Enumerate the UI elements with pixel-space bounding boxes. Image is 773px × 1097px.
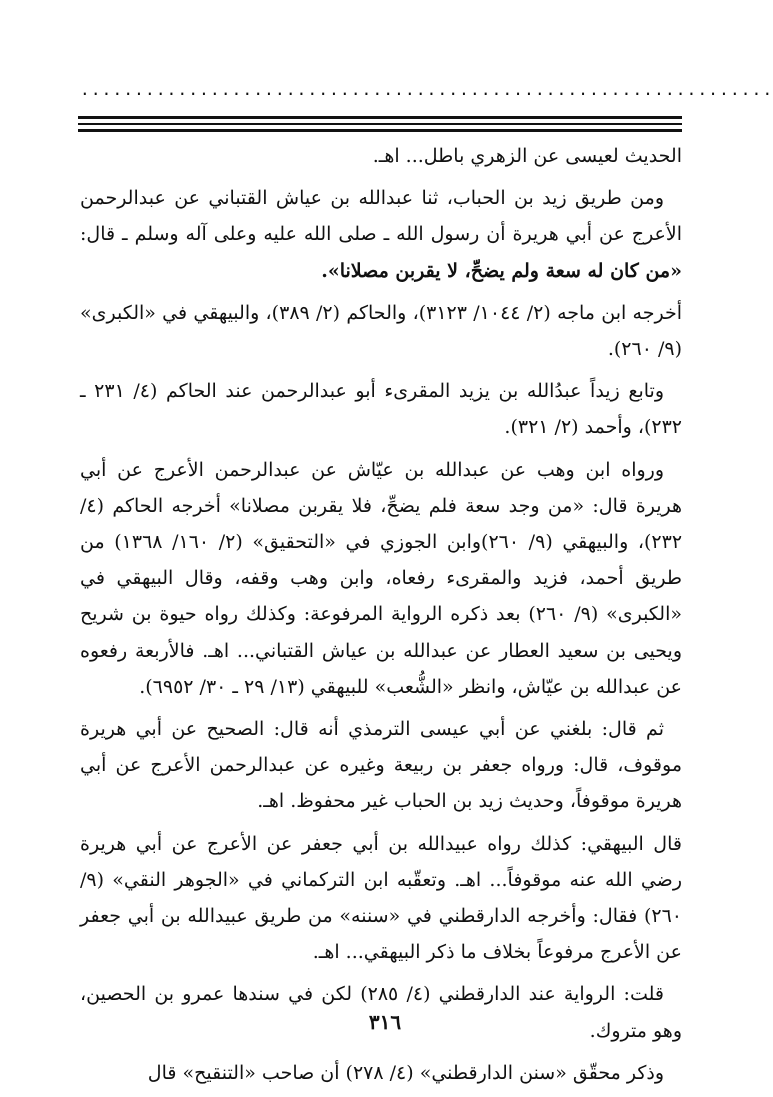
body-text [80,138,682,1097]
paragraph-8: قلت: الرواية عند الدارقطني (٤/ ٢٨٥) لكن في سندها عمرو بن الحصين، وهو متروك. [80,983,682,1042]
paragraph-5: ورواه ابن وهب عن عبدالله بن عيّاش عن عبدالرحمن الأعرج عن أبي هريرة قال: «من وجد سعة فلم يضحِّ، فلا يقربن مصلانا» أخرجه الحاكم (٤/ ٢٣٢)، والبيهقي (٩/ ٢٦٠)وابن الجوزي في «التحقيق» (٢/ ١٦٠/ ١٣٦٨) من طريق أحمد، فزيد والمقرىء رفعاه، وابن وهب وقفه، وقال البيهقي في «الكبرى» (٩/ ٢٦٠) بعد ذكره الرواية المرفوعة: وكذلك رواه حيوة بن شريح ويحيى بن سعيد العطار عن عبدالله بن عياش القتباني... اهـ. فالأربعة رفعوه عن عبدالله بن عيّاش، وانظر «الشُّعب» للبيهقي (١٣/ ٢٩ ـ ٣٠/ ٦٩٥٢). [80,458,683,698]
hadith-quote: «من كان له سعة ولم يضحِّ، لا يقربن مصلانا». [321,259,682,282]
header-rule-bottom [78,129,682,132]
paragraph-1: الحديث لعيسى عن الزهري باطل... اهـ. [372,145,682,167]
paragraph-4: وتابع زيداً عبدُالله بن يزيد المقرىء أبو عبدالرحمن عند الحاكم (٤/ ٢٣١ ـ ٢٣٢)، وأحمد (٢/ ٣٢١). [80,380,682,439]
header-rule-thick [78,116,682,119]
page-number: ٣١٦ [368,1010,402,1034]
paragraph-7: قال البيهقي: كذلك رواه عبيدالله بن أبي جعفر عن الأعرج عن أبي هريرة رضي الله عنه موقوفاً... اهـ. وتعقّبه ابن التركماني في «الجوهر النقي» (٩/ ٢٦٠) فقال: وأخرجه الدارقطني في «سننه» من طريق عبيدالله بن أبي جعفر عن الأعرج مرفوعاً بخلاف ما ذكر البيهقي... اهـ. [80,832,682,964]
paragraph-2: ومن طريق زيد بن الحباب، ثنا عبدالله بن عياش القتباني عن عبدالرحمن الأعرج عن أبي هريرة أن رسول الله ـ صلى الله عليه وعلى آله وسلم ـ قال: «من كان له سعة ولم يضحِّ، لا يقربن مصلانا». [80,187,682,282]
dotted-header-line: ................................................................ [80,80,773,99]
header-rule-thin [78,123,682,125]
paragraph-3: أخرجه ابن ماجه (٢/ ١٠٤٤/ ٣١٢٣)، والحاكم (٢/ ٣٨٩)، والبيهقي في «الكبرى» (٩/ ٢٦٠). [80,301,682,361]
paragraph-6: ثم قال: بلغني عن أبي عيسى الترمذي أنه قال: الصحيح عن أبي هريرة موقوف، قال: ورواه جعفر بن ربيعة وغيره عن عبدالرحمن الأعرج عن أبي هريرة موقوفاً، وحديث زيد بن الحباب غير محفوظ. اهـ. [80,718,682,813]
paragraph-9: وذكر محقّق «سنن الدارقطني» (٤/ ٢٧٨) أن صاحب «التنقيح» قال [147,1061,664,1084]
